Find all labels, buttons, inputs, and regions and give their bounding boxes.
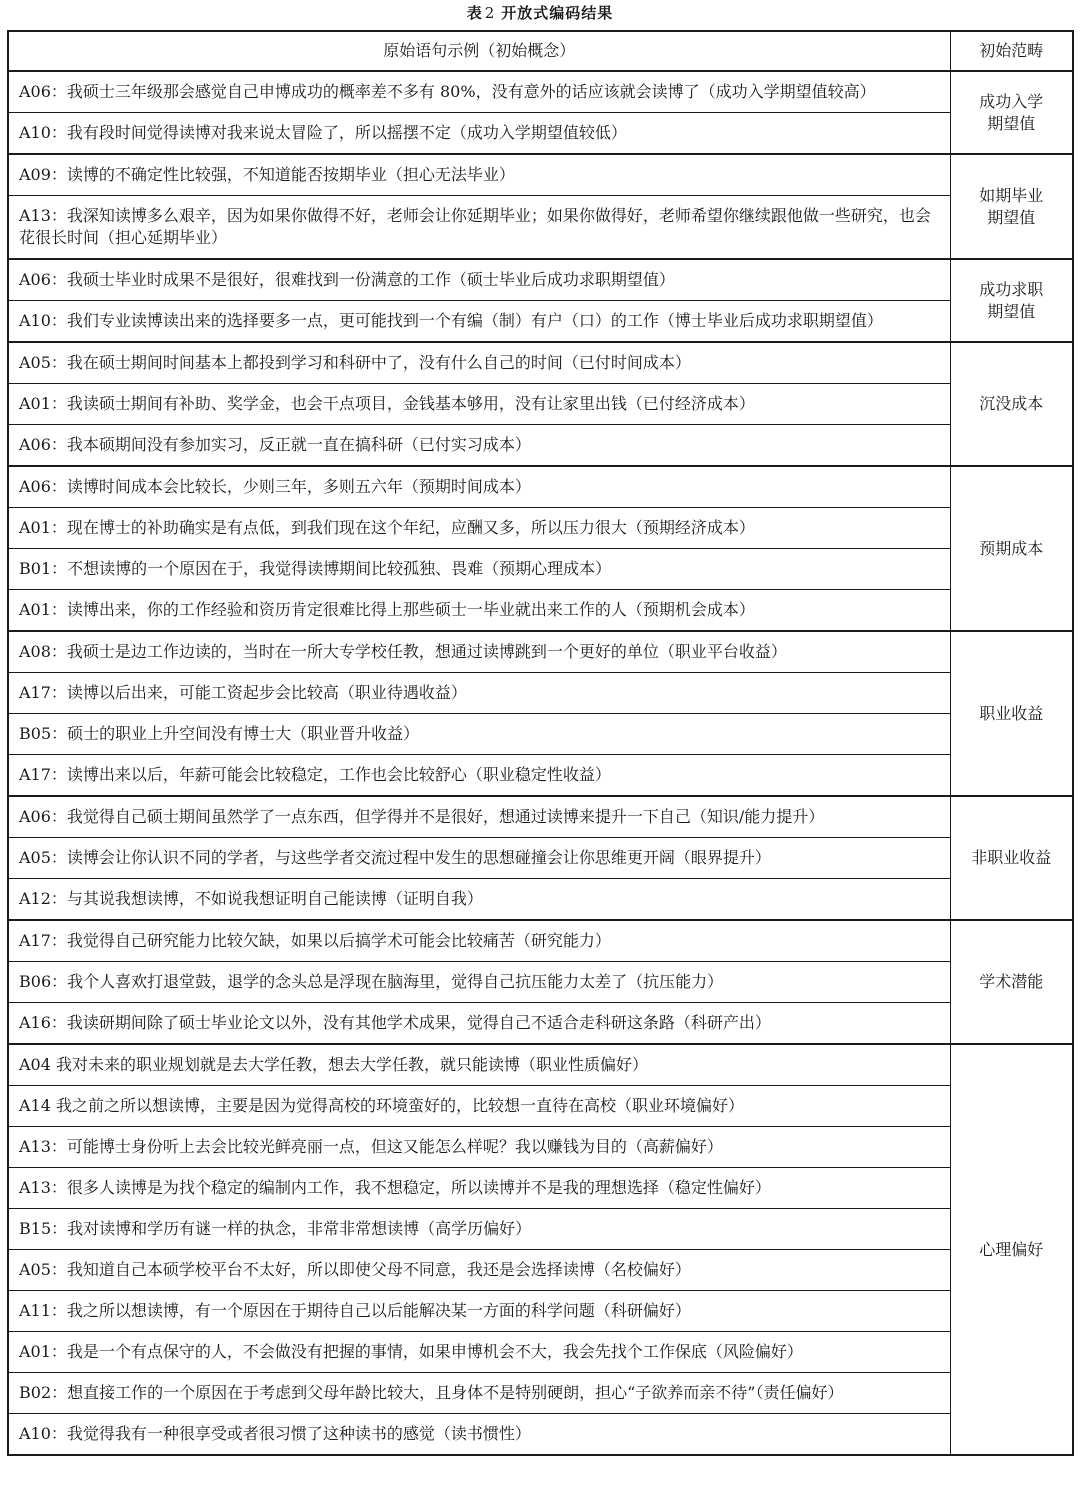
example-cell: A17：读博以后出来，可能工资起步会比较高（职业待遇收益）: [8, 673, 950, 714]
category-cell: 职业收益: [950, 631, 1073, 796]
category-cell: 预期成本: [950, 466, 1073, 631]
table-row: [8, 1003, 1073, 1045]
example-cell: A04 我对未来的职业规划就是去大学任教，想去大学任教，就只能读博（职业性质偏好）: [8, 1044, 950, 1086]
table-row: [8, 838, 1073, 879]
example-cell: A13：很多人读博是为找个稳定的编制内工作，我不想稳定，所以读博并不是我的理想选择（稳定性偏好）: [8, 1168, 950, 1209]
category-cell: 非职业收益: [950, 796, 1073, 920]
caption-number: 2: [484, 4, 496, 22]
table-row: [8, 673, 1073, 714]
table-row: [8, 796, 1073, 838]
table-row: [8, 1209, 1073, 1250]
example-cell: A01：现在博士的补助确实是有点低，到我们现在这个年纪，应酬又多，所以压力很大（预期经济成本）: [8, 508, 950, 549]
table-row: [8, 1332, 1073, 1373]
table-row: [8, 879, 1073, 921]
table-row: [8, 590, 1073, 632]
table-row: [8, 259, 1073, 301]
example-cell: A09：读博的不确定性比较强，不知道能否按期毕业（担心无法毕业）: [8, 154, 950, 196]
table-row: [8, 301, 1073, 343]
caption-label: 表: [466, 4, 483, 22]
table-row: [8, 71, 1073, 113]
example-cell: A01：我读硕士期间有补助、奖学金，也会干点项目，金钱基本够用，没有让家里出钱（已付经济成本）: [8, 384, 950, 425]
example-cell: A12：与其说我想读博，不如说我想证明自己能读博（证明自我）: [8, 879, 950, 921]
example-cell: A05：我知道自己本硕学校平台不太好，所以即使父母不同意，我还是会选择读博（名校偏好）: [8, 1250, 950, 1291]
table-row: [8, 342, 1073, 384]
example-cell: A08：我硕士是边工作边读的，当时在一所大专学校任教，想通过读博跳到一个更好的单位（职业平台收益）: [8, 631, 950, 673]
example-cell: A13：我深知读博多么艰辛，因为如果你做得不好，老师会让你延期毕业；如果你做得好，老师希望你继续跟他做一些研究，也会花很长时间（担心延期毕业）: [8, 196, 950, 260]
example-cell: A11：我之所以想读博，有一个原因在于期待自己以后能解决某一方面的科学问题（科研偏好）: [8, 1291, 950, 1332]
table-row: [8, 466, 1073, 508]
example-cell: A06：我觉得自己硕士期间虽然学了一点东西，但学得并不是很好，想通过读博来提升一下自己（知识/能力提升）: [8, 796, 950, 838]
example-cell: A16：我读研期间除了硕士毕业论文以外，没有其他学术成果，觉得自己不适合走科研这条路（科研产出）: [8, 1003, 950, 1045]
table-row: [8, 1044, 1073, 1086]
example-cell: A01：我是一个有点保守的人，不会做没有把握的事情，如果申博机会不大，我会先找个工作保底（风险偏好）: [8, 1332, 950, 1373]
example-cell: B05：硕士的职业上升空间没有博士大（职业晋升收益）: [8, 714, 950, 755]
table-row: [8, 1086, 1073, 1127]
category-cell: 成功求职 期望值: [950, 259, 1073, 342]
header-category-column: 初始范畴: [950, 31, 1073, 71]
table-row: [8, 508, 1073, 549]
example-cell: B01：不想读博的一个原因在于，我觉得读博期间比较孤独、畏难（预期心理成本）: [8, 549, 950, 590]
header-row: [8, 31, 1073, 71]
caption-title: 开放式编码结果: [501, 4, 614, 22]
table-row: [8, 196, 1073, 260]
example-cell: B15：我对读博和学历有谜一样的执念，非常非常想读博（高学历偏好）: [8, 1209, 950, 1250]
table-row: [8, 1250, 1073, 1291]
example-cell: A06：读博时间成本会比较长，少则三年，多则五六年（预期时间成本）: [8, 466, 950, 508]
example-cell: A05：我在硕士期间时间基本上都投到学习和科研中了，没有什么自己的时间（已付时间成本）: [8, 342, 950, 384]
category-cell: 如期毕业 期望值: [950, 154, 1073, 259]
example-cell: A06：我硕士三年级那会感觉自己申博成功的概率差不多有 80%，没有意外的话应该就会读博了（成功入学期望值较高）: [8, 71, 950, 113]
table-row: [8, 384, 1073, 425]
table-row: [8, 1414, 1073, 1456]
example-cell: A10：我有段时间觉得读博对我来说太冒险了，所以摇摆不定（成功入学期望值较低）: [8, 113, 950, 155]
table-row: [8, 1291, 1073, 1332]
table-row: [8, 154, 1073, 196]
table-row: [8, 113, 1073, 155]
table-row: [8, 1127, 1073, 1168]
table-row: [8, 631, 1073, 673]
table-row: [8, 549, 1073, 590]
coding-results-table: [7, 30, 1074, 1456]
table-row: [8, 425, 1073, 467]
example-cell: A10：我觉得我有一种很享受或者很习惯了这种读书的感觉（读书惯性）: [8, 1414, 950, 1456]
example-cell: A14 我之前之所以想读博，主要是因为觉得高校的环境蛮好的，比较想一直待在高校（职业环境偏好）: [8, 1086, 950, 1127]
example-cell: A01：读博出来，你的工作经验和资历肯定很难比得上那些硕士一毕业就出来工作的人（预期机会成本）: [8, 590, 950, 632]
table-row: [8, 1168, 1073, 1209]
example-cell: A17：读博出来以后，年薪可能会比较稳定，工作也会比较舒心（职业稳定性收益）: [8, 755, 950, 797]
example-cell: A06：我本硕期间没有参加实习，反正就一直在搞科研（已付实习成本）: [8, 425, 950, 467]
table-row: [8, 920, 1073, 962]
example-cell: A17：我觉得自己研究能力比较欠缺，如果以后搞学术可能会比较痛苦（研究能力）: [8, 920, 950, 962]
category-cell: 沉没成本: [950, 342, 1073, 466]
header-example-column: 原始语句示例（初始概念）: [8, 31, 950, 71]
table-row: [8, 755, 1073, 797]
category-cell: 学术潜能: [950, 920, 1073, 1044]
table-row: [8, 1373, 1073, 1414]
example-cell: A06：我硕士毕业时成果不是很好，很难找到一份满意的工作（硕士毕业后成功求职期望值）: [8, 259, 950, 301]
example-cell: B02：想直接工作的一个原因在于考虑到父母年龄比较大，且身体不是特别硬朗，担心“子欲养而亲不待”（责任偏好）: [8, 1373, 950, 1414]
table-row: [8, 714, 1073, 755]
table-caption: [0, 0, 1080, 27]
category-cell: 成功入学 期望值: [950, 71, 1073, 154]
table-body: [8, 71, 1073, 1455]
table-row: [8, 962, 1073, 1003]
category-cell: 心理偏好: [950, 1044, 1073, 1455]
example-cell: A10：我们专业读博读出来的选择要多一点，更可能找到一个有编（制）有户（口）的工作（博士毕业后成功求职期望值）: [8, 301, 950, 343]
example-cell: B06：我个人喜欢打退堂鼓，退学的念头总是浮现在脑海里，觉得自己抗压能力太差了（抗压能力）: [8, 962, 950, 1003]
example-cell: A13：可能博士身份听上去会比较光鲜亮丽一点，但这又能怎么样呢？我以赚钱为目的（高薪偏好）: [8, 1127, 950, 1168]
example-cell: A05：读博会让你认识不同的学者，与这些学者交流过程中发生的思想碰撞会让你思维更开阔（眼界提升）: [8, 838, 950, 879]
